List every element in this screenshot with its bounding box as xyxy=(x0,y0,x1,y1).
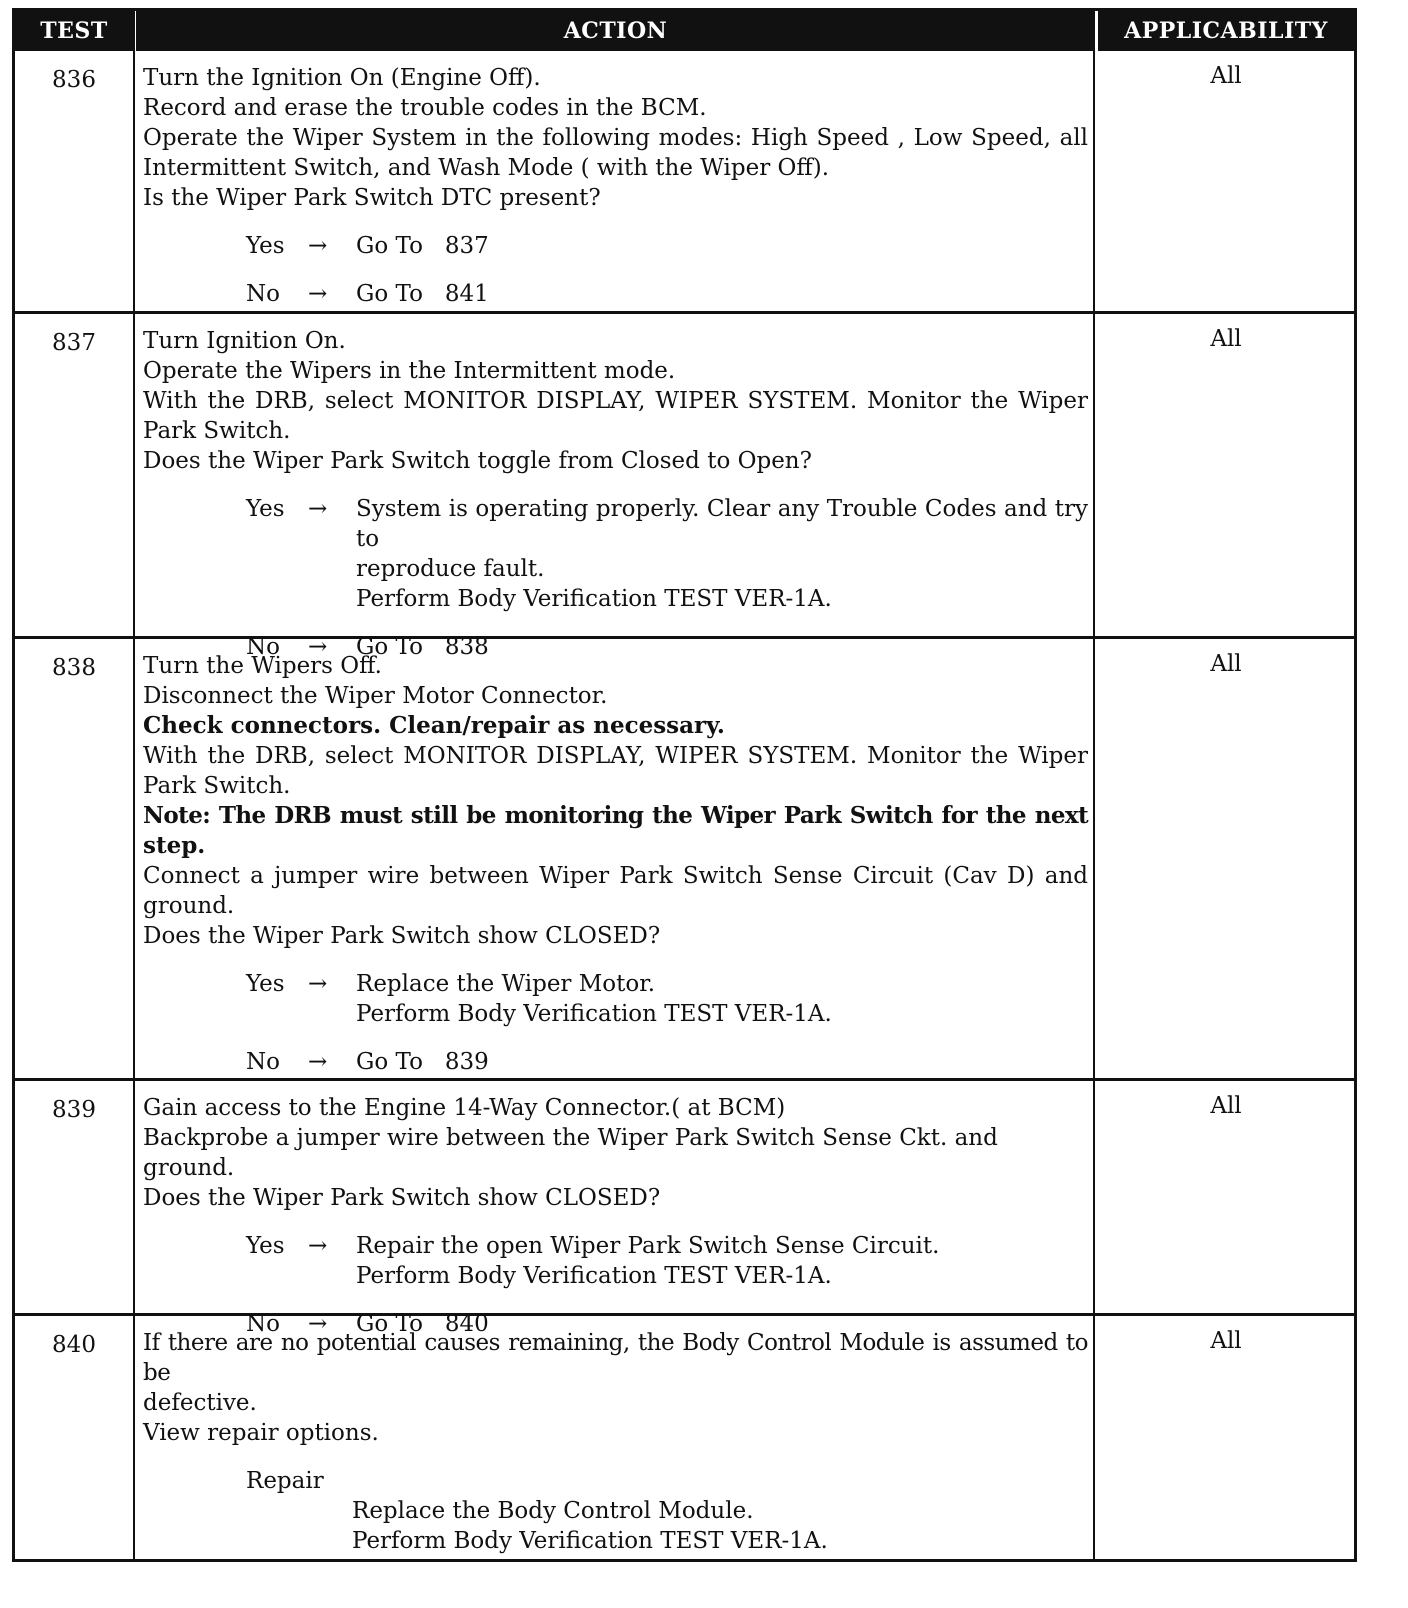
no-label: No xyxy=(246,1049,280,1075)
action-line: Turn Ignition On. xyxy=(143,328,346,354)
test-number: 838 xyxy=(52,655,96,681)
action-line: Park Switch. xyxy=(143,773,291,799)
action-line: defective. xyxy=(143,1390,257,1416)
goto-text: Go To 839 xyxy=(356,1049,489,1075)
action-line: ground. xyxy=(143,893,235,919)
yes-result xyxy=(356,969,1088,1029)
repair-label: Repair xyxy=(246,1468,324,1494)
action-line-bold: step. xyxy=(143,832,206,859)
arrow-right-icon: → xyxy=(308,233,328,259)
goto-text: Go To 837 xyxy=(356,233,489,259)
yes-outcome xyxy=(143,231,1088,261)
test-number: 836 xyxy=(52,67,96,93)
action-line-bold: Check connectors. Clean/repair as necessary. xyxy=(143,712,725,739)
action-line: Does the Wiper Park Switch show CLOSED? xyxy=(143,1185,661,1211)
action-cell xyxy=(143,1093,1088,1339)
table-row-837 xyxy=(15,314,1354,660)
table-row-840 xyxy=(15,1316,1354,1559)
action-cell xyxy=(143,326,1088,662)
repair-line: Replace the Body Control Module. xyxy=(352,1498,754,1524)
action-line: Turn the Ignition On (Engine Off). xyxy=(143,65,541,91)
action-line: Does the Wiper Park Switch toggle from Closed to Open? xyxy=(143,448,812,474)
result-line: System is operating properly. Clear any Trouble Codes and try to xyxy=(356,496,1088,552)
action-line: If there are no potential causes remaining, the Body Control Module is assumed to be xyxy=(143,1330,1088,1386)
goto-text: Go To 841 xyxy=(356,281,489,307)
result-line: Repair the open Wiper Park Switch Sense Circuit. xyxy=(356,1233,940,1259)
yes-label: Yes xyxy=(246,233,285,259)
action-cell xyxy=(143,63,1088,309)
action-line: Is the Wiper Park Switch DTC present? xyxy=(143,185,601,211)
no-result xyxy=(356,279,1088,309)
action-line: Operate the Wipers in the Intermittent mode. xyxy=(143,358,676,384)
no-result xyxy=(356,1047,1088,1077)
header-action: ACTION xyxy=(136,11,1095,51)
test-number: 837 xyxy=(52,330,96,356)
action-cell xyxy=(143,651,1088,1077)
action-line: Gain access to the Engine 14-Way Connector.( at BCM) xyxy=(143,1095,786,1121)
arrow-right-icon: → xyxy=(308,634,328,660)
yes-result xyxy=(356,494,1088,614)
table-row-838 xyxy=(15,639,1354,1078)
action-line: Operate the Wiper System in the following modes: High Speed , Low Speed, all xyxy=(143,125,1088,151)
result-line: Perform Body Verification TEST VER-1A. xyxy=(356,1263,832,1289)
action-line: Park Switch. xyxy=(143,418,291,444)
action-line: With the DRB, select MONITOR DISPLAY, WIPER SYSTEM. Monitor the Wiper xyxy=(143,388,1088,414)
yes-outcome xyxy=(143,969,1088,1029)
no-label: No xyxy=(246,1311,280,1337)
action-line: With the DRB, select MONITOR DISPLAY, WIPER SYSTEM. Monitor the Wiper xyxy=(143,743,1088,769)
action-line: Backprobe a jumper wire between the Wiper Park Switch Sense Ckt. and ground. xyxy=(143,1125,998,1181)
result-line: Perform Body Verification TEST VER-1A. xyxy=(356,586,832,612)
applicability-value: All xyxy=(1210,63,1242,89)
applicability-value: All xyxy=(1210,1328,1242,1354)
yes-label: Yes xyxy=(246,496,285,522)
result-line: Perform Body Verification TEST VER-1A. xyxy=(356,1001,832,1027)
repair-steps xyxy=(352,1496,1088,1556)
goto-text: Go To 840 xyxy=(356,1311,489,1337)
action-line: Connect a jumper wire between Wiper Park Switch Sense Circuit (Cav D) and xyxy=(143,863,1088,889)
applicability-value: All xyxy=(1210,1093,1242,1119)
arrow-right-icon: → xyxy=(308,496,328,522)
yes-result xyxy=(356,231,1088,261)
arrow-right-icon: → xyxy=(308,1233,328,1259)
yes-outcome xyxy=(143,494,1088,614)
action-line-bold: Note: The DRB must still be monitoring the Wiper Park Switch for the next xyxy=(143,802,1088,829)
arrow-right-icon: → xyxy=(308,281,328,307)
action-line: Intermittent Switch, and Wash Mode ( with the Wiper Off). xyxy=(143,155,830,181)
action-line: Does the Wiper Park Switch show CLOSED? xyxy=(143,923,661,949)
no-outcome xyxy=(143,279,1088,309)
result-line: Replace the Wiper Motor. xyxy=(356,971,655,997)
applicability-value: All xyxy=(1210,326,1242,352)
header-applicability: APPLICABILITY xyxy=(1098,11,1354,51)
arrow-right-icon: → xyxy=(308,1311,328,1337)
action-line: Turn the Wipers Off. xyxy=(143,653,382,679)
test-number: 840 xyxy=(52,1332,96,1358)
arrow-right-icon: → xyxy=(308,1049,328,1075)
action-line: Disconnect the Wiper Motor Connector. xyxy=(143,683,608,709)
test-number: 839 xyxy=(52,1097,96,1123)
diagnostic-test-table xyxy=(12,8,1357,1562)
header-test: TEST xyxy=(15,11,133,51)
repair-line: Perform Body Verification TEST VER-1A. xyxy=(352,1528,828,1554)
result-line: reproduce fault. xyxy=(356,556,545,582)
action-line: View repair options. xyxy=(143,1420,379,1446)
yes-outcome xyxy=(143,1231,1088,1291)
action-cell xyxy=(143,1328,1088,1556)
yes-label: Yes xyxy=(246,971,285,997)
applicability-value: All xyxy=(1210,651,1242,677)
no-outcome xyxy=(143,1047,1088,1077)
goto-text: Go To 838 xyxy=(356,634,489,660)
action-line: Record and erase the trouble codes in the BCM. xyxy=(143,95,707,121)
no-label: No xyxy=(246,281,280,307)
yes-result xyxy=(356,1231,1088,1291)
yes-label: Yes xyxy=(246,1233,285,1259)
table-row-839 xyxy=(15,1081,1354,1337)
no-label: No xyxy=(246,634,280,660)
arrow-right-icon: → xyxy=(308,971,328,997)
table-row-836 xyxy=(15,51,1354,311)
